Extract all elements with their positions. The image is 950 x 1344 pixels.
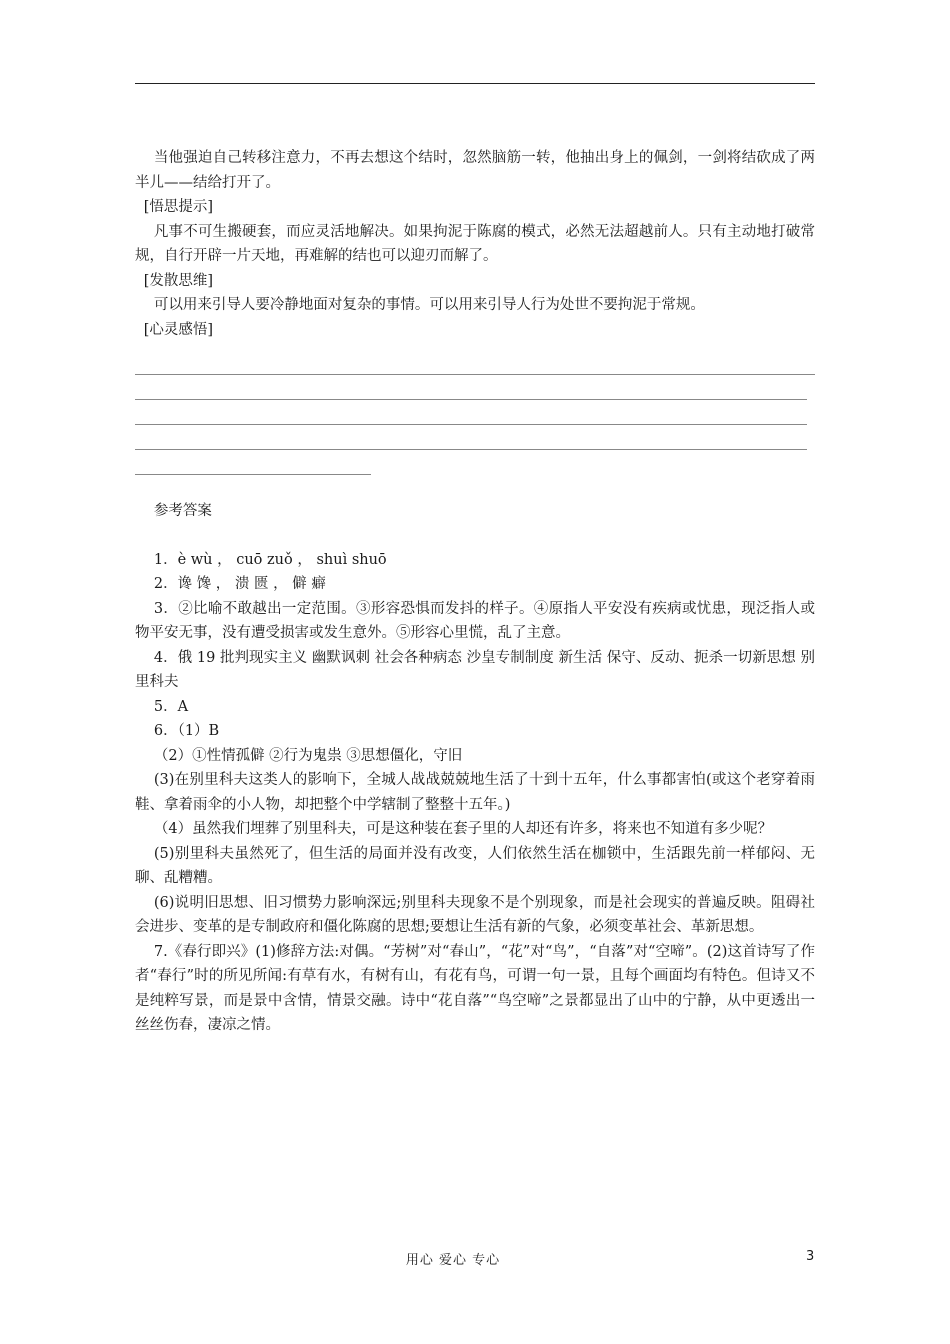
- answer-item: （4）虽然我们埋葬了别里科夫，可是这种装在套子里的人却还有许多，将来也不知道有多少呢？: [153, 821, 773, 837]
- header-rule: [135, 83, 815, 84]
- section-heading-divergent: [发散思维]: [143, 272, 214, 289]
- answer-item: 6．（1）B: [153, 723, 220, 739]
- writing-line[interactable]: [135, 425, 807, 450]
- answer-item: （2）①性情孤僻 ②行为鬼祟 ③思想僵化，守旧: [153, 747, 463, 764]
- footer-slogan: 用心 爱心 专心: [405, 1253, 501, 1268]
- section-heading-insight: [悟思提示]: [143, 199, 214, 215]
- writing-line[interactable]: [135, 350, 815, 375]
- answer-item: (3)在别里科夫这类人的影响下，全城人战战兢兢地生活了十到十五年，什么事都害怕(或这个老穿着雨鞋、拿着雨伞的小人物，却把整个中学辖制了整整十五年。): [135, 772, 815, 813]
- writing-line[interactable]: [135, 375, 807, 400]
- answer-item: 7.《春行即兴》(1)修辞方法:对偶。“芳树”对“春山”，“花”对“鸟”，“自落”对“空啼”。(2)这首诗写了作者“春行”时的所见所闻:有草有水，有树有山，有花有鸟，可谓一句一景，且每个画面均有特色。但诗又不是纯粹写景，而是景中含情，情景交融。诗中“花自落”“鸟空啼”之景都显出了山中的宁静，从中更透出一丝丝伤春，凄凉之情。: [135, 943, 815, 1033]
- section-text-divergent: 可以用来引导人要冷静地面对复杂的事情。可以用来引导人行为处世不要拘泥于常规。: [153, 297, 705, 313]
- writing-line[interactable]: [135, 400, 807, 425]
- page-content: [135, 146, 815, 1038]
- section-text-insight: 凡事不可生搬硬套，而应灵活地解决。如果拘泥于陈腐的模式，必然无法超越前人。只有主动地打破常规，自行开辟一片天地，再难解的结也可以迎刃而解了。: [135, 223, 815, 264]
- story-paragraph: 当他强迫自己转移注意力，不再去想这个结时，忽然脑筋一转，他抽出身上的佩剑，一剑将结砍成了两半儿——结给打开了。: [135, 150, 815, 191]
- answer-item: 5．A: [153, 698, 189, 715]
- answer-item: (6)说明旧思想、旧习惯势力影响深远;别里科夫现象不是个别现象，而是社会现实的普遍反映。阻碍社会进步、变革的是专制政府和僵化陈腐的思想;要想让生活有新的气象，必须变革社会、革新思想。: [135, 894, 815, 935]
- answer-item: 1．è wù ， cuō zuǒ ， shuì shuō: [153, 551, 387, 568]
- writing-line[interactable]: [135, 450, 371, 475]
- section-heading-reflection: [心灵感悟]: [143, 321, 214, 338]
- answer-item: (5)别里科夫虽然死了，但生活的局面并没有改变，人们依然生活在枷锁中，生活跟先前一样郁闷、无聊、乱糟糟。: [135, 845, 815, 886]
- answers-title: 参考答案: [153, 503, 212, 519]
- page-number: 3: [806, 1249, 815, 1264]
- answer-item: 4．俄 19 批判现实主义 幽默讽刺 社会各种病态 沙皇专制制度 新生活 保守、反动、扼杀一切新思想 别里科夫: [135, 649, 815, 690]
- answer-item: 2．谗 馋 ， 溃 匮 ， 僻 癖: [153, 576, 326, 592]
- reflection-writing-area[interactable]: [135, 350, 815, 475]
- answer-item: 3．②比喻不敢越出一定范围。③形容恐惧而发抖的样子。④原指人平安没有疾病或忧患，现泛指人或物平安无事，没有遭受损害或发生意外。⑤形容心里慌，乱了主意。: [135, 600, 815, 641]
